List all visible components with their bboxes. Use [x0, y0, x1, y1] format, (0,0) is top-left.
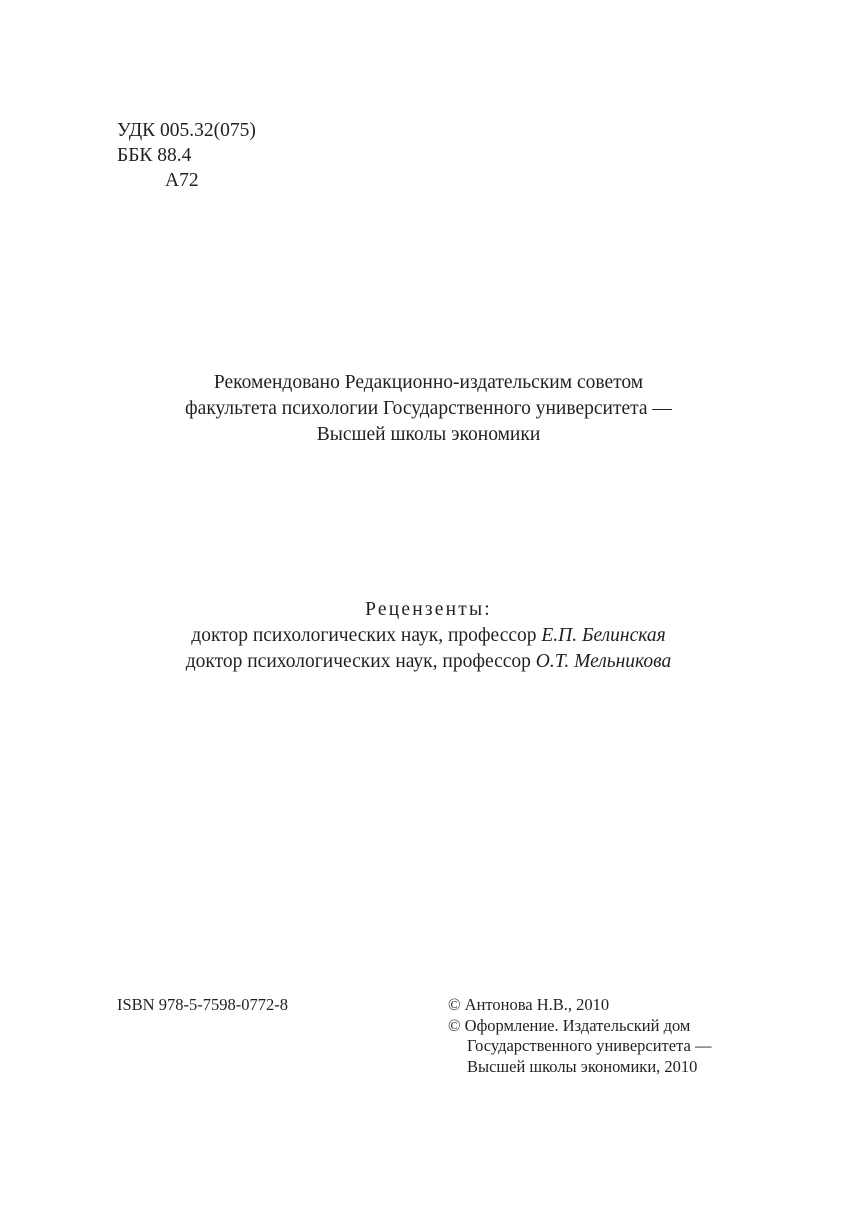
reviewer-title: доктор психологических наук, профессор — [185, 651, 536, 672]
author-mark: А72 — [165, 170, 199, 191]
reviewers-heading: Рецензенты: — [365, 599, 492, 620]
copyright-line: Государственного университета — — [467, 1036, 712, 1055]
reviewer-title: доктор психологических наук, профессор — [191, 625, 542, 646]
isbn-number: ISBN 978-5-7598-0772-8 — [117, 995, 288, 1014]
copyright-line: © Оформление. Издательский дом — [448, 1015, 691, 1035]
recommendation-line: факультета психологии Государственного университета — — [185, 398, 672, 419]
reviewer-entry — [0, 649, 857, 675]
copyright-block — [448, 995, 711, 1077]
copyright-line: © Антонова Н.В., 2010 — [448, 995, 610, 1014]
reviewer-name: Е.П. Белинская — [541, 625, 666, 646]
bbk-code: ББК 88.4 — [117, 145, 192, 166]
classification-block — [117, 118, 256, 193]
recommendation-line: Рекомендовано Редакционно-издательским советом — [213, 372, 644, 393]
reviewer-entry — [0, 623, 857, 649]
copyright-line: Высшей школы экономики, 2010 — [467, 1056, 698, 1076]
udk-code: УДК 005.32(075) — [117, 120, 256, 141]
reviewer-name: О.Т. Мельникова — [535, 651, 672, 672]
recommendation-statement — [0, 370, 857, 448]
recommendation-line: Высшей школы экономики — [316, 424, 541, 445]
reviewers-block — [0, 597, 857, 675]
